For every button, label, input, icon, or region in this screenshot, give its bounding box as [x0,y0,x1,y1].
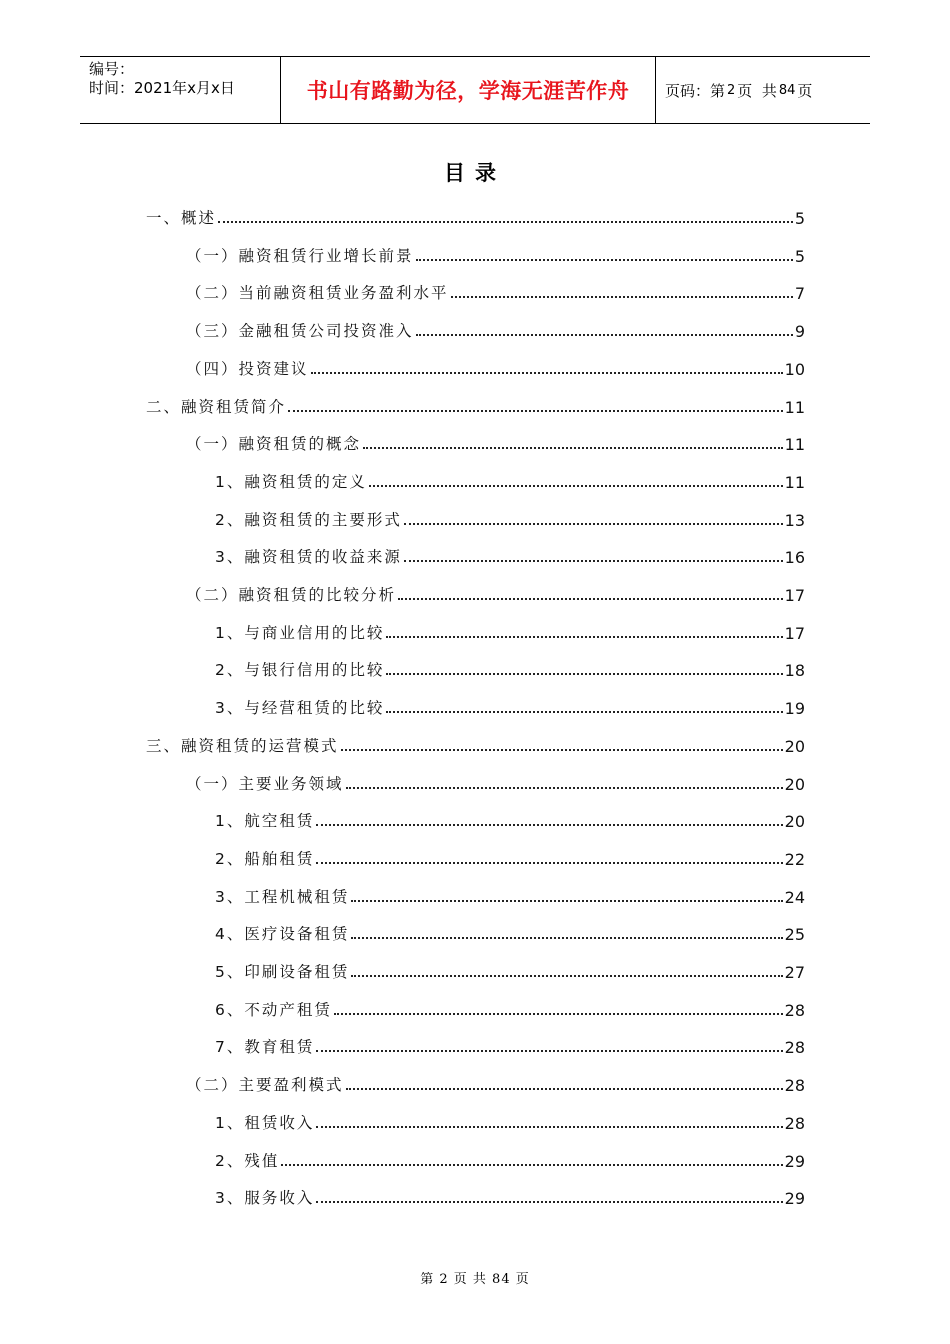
toc-leader-dots [316,824,782,826]
toc-entry-page: 25 [784,925,805,945]
toc-leader-dots [363,447,783,449]
toc-entry-label: 6、不动产租赁 [215,1000,332,1019]
toc-entry-label: 二、融资租赁简介 [146,397,287,416]
toc-entry-label: （一）融资租赁的概念 [186,435,362,454]
toc-leader-dots [386,673,782,675]
toc-entry-label: 2、与银行信用的比较 [215,661,385,680]
toc-entry[interactable] [215,506,805,530]
header-page-info [656,57,870,123]
toc-entry[interactable] [215,619,805,643]
toc-entry-page: 24 [784,887,805,907]
toc-entry-label: 一、概述 [146,209,217,227]
toc-entry[interactable] [215,845,805,869]
toc-leader-dots [346,787,783,789]
page-current: 2 [727,82,736,98]
toc-entry[interactable] [215,1109,805,1133]
page-header [80,56,870,124]
toc-entry[interactable] [146,393,805,417]
page-footer: 第 2 页 共 84 页 [420,1272,530,1287]
toc-leader-dots [416,259,793,261]
toc-entry-label: （一）主要业务领域 [186,774,344,793]
toc-entry-label: （二）主要盈利模式 [186,1076,344,1095]
toc-leader-dots [404,560,783,562]
toc-leader-dots [316,1201,782,1203]
toc-title: 目录 [444,161,506,185]
toc-entry[interactable] [215,883,805,907]
toc-leader-dots [351,900,782,902]
toc-entry-page: 28 [784,1000,805,1020]
toc-entry-page: 11 [784,397,805,417]
toc-leader-dots [311,372,783,374]
toc-entry-page: 11 [784,435,805,455]
toc-entry-page: 27 [784,963,805,982]
toc-entry-page: 13 [784,510,805,530]
toc-entry-label: （二）融资租赁的比较分析 [186,586,397,604]
header-meta [80,57,281,123]
toc-entry-page: 20 [784,812,805,832]
toc-entry-page: 10 [784,359,805,379]
toc-leader-dots [316,1050,782,1052]
toc-entry[interactable] [215,996,805,1020]
toc-entry[interactable] [146,732,805,756]
toc-entry-label: 1、与商业信用的比较 [215,623,385,642]
toc-entry[interactable] [186,317,805,341]
toc-entry-label: 2、残值 [215,1151,280,1170]
toc-entry[interactable] [186,242,805,266]
toc-entry[interactable] [186,430,805,454]
toc-leader-dots [386,711,782,713]
toc-entry-page: 16 [784,548,805,568]
page-mid: 页 共 [737,81,777,100]
toc-entry[interactable] [146,204,805,228]
toc-leader-dots [334,1013,783,1015]
toc-entry[interactable] [215,807,805,831]
header-motto: 书山有路勤为径，学海无涯苦作舟 [281,57,656,123]
toc-entry-page: 28 [784,1076,805,1096]
toc-entry[interactable] [215,1147,805,1171]
toc-entry-label: 2、船舶租赁 [215,849,315,868]
toc-entry-page: 19 [784,699,805,719]
toc-entry-label: （二）当前融资租赁业务盈利水平 [186,284,449,303]
toc-leader-dots [404,523,783,525]
toc-entry-page: 29 [784,1151,805,1171]
toc-entry[interactable] [215,1184,805,1208]
toc-entry[interactable] [215,1033,805,1057]
toc-leader-dots [369,485,783,487]
toc-entry[interactable] [186,1071,805,1095]
toc-entry-page: 11 [784,472,805,492]
toc-entry[interactable] [186,581,805,605]
toc-leader-dots [281,1164,782,1166]
toc-leader-dots [351,937,782,939]
toc-leader-dots [316,1126,782,1128]
toc-entry-page: 18 [784,661,805,681]
page-prefix: 页码：第 [665,81,726,100]
toc-entry-page: 20 [784,774,805,794]
toc-entry-label: 3、融资租赁的收益来源 [215,548,402,567]
toc-leader-dots [288,410,783,412]
toc-entry-label: 1、融资租赁的定义 [215,472,367,491]
toc-entry[interactable] [215,694,805,718]
toc-entry-page: 29 [784,1189,805,1209]
toc-entry-page: 9 [794,322,805,342]
toc-entry-label: 3、服务收入 [215,1189,315,1208]
toc-entry-page: 5 [794,209,805,228]
document-number-label: 编号： [89,60,135,78]
toc-leader-dots [451,296,793,298]
toc-entry-page: 28 [784,1113,805,1133]
toc-leader-dots [416,334,793,336]
toc-entry[interactable] [215,920,805,944]
toc-entry[interactable] [215,958,805,982]
toc-entry-label: 7、教育租赁 [215,1038,315,1057]
toc-leader-dots [346,1088,783,1090]
document-time: 时间：2021年x月x日 [89,79,235,97]
toc-entry-label: 3、工程机械租赁 [215,887,350,906]
toc-entry[interactable] [186,355,805,379]
toc-leader-dots [398,598,783,600]
toc-entry-label: （四）投资建议 [186,359,309,378]
toc-leader-dots [351,975,782,977]
toc-entry[interactable] [215,543,805,567]
toc-entry[interactable] [215,468,805,492]
page-total: 84 [778,82,796,98]
toc-entry-label: 5、印刷设备租赁 [215,963,350,981]
toc-entry-label: （一）融资租赁行业增长前景 [186,246,414,265]
toc-entry-label: （三）金融租赁公司投资准入 [186,322,414,341]
toc-entry[interactable] [186,770,805,794]
toc-entry-page: 7 [794,284,805,304]
toc-leader-dots [386,636,782,638]
toc-entry-label: 三、融资租赁的运营模式 [146,736,339,755]
toc-leader-dots [218,221,793,223]
toc-entry-page: 17 [784,623,805,643]
toc-entry[interactable] [215,656,805,680]
toc-entry-page: 5 [794,246,805,266]
toc-entry-page: 17 [784,586,805,605]
toc-leader-dots [316,862,782,864]
toc-entry[interactable] [186,279,805,303]
toc-leader-dots [341,749,783,751]
toc-entry-label: 2、融资租赁的主要形式 [215,510,402,529]
toc-entry-label: 1、航空租赁 [215,812,315,831]
toc-entry-label: 3、与经营租赁的比较 [215,699,385,718]
toc-entry-page: 28 [784,1038,805,1058]
page-suffix: 页 [797,81,813,100]
toc-entry-label: 4、医疗设备租赁 [215,925,350,944]
toc-entry-page: 20 [784,736,805,756]
toc-entry-label: 1、租赁收入 [215,1113,315,1132]
toc-entry-page: 22 [784,849,805,869]
